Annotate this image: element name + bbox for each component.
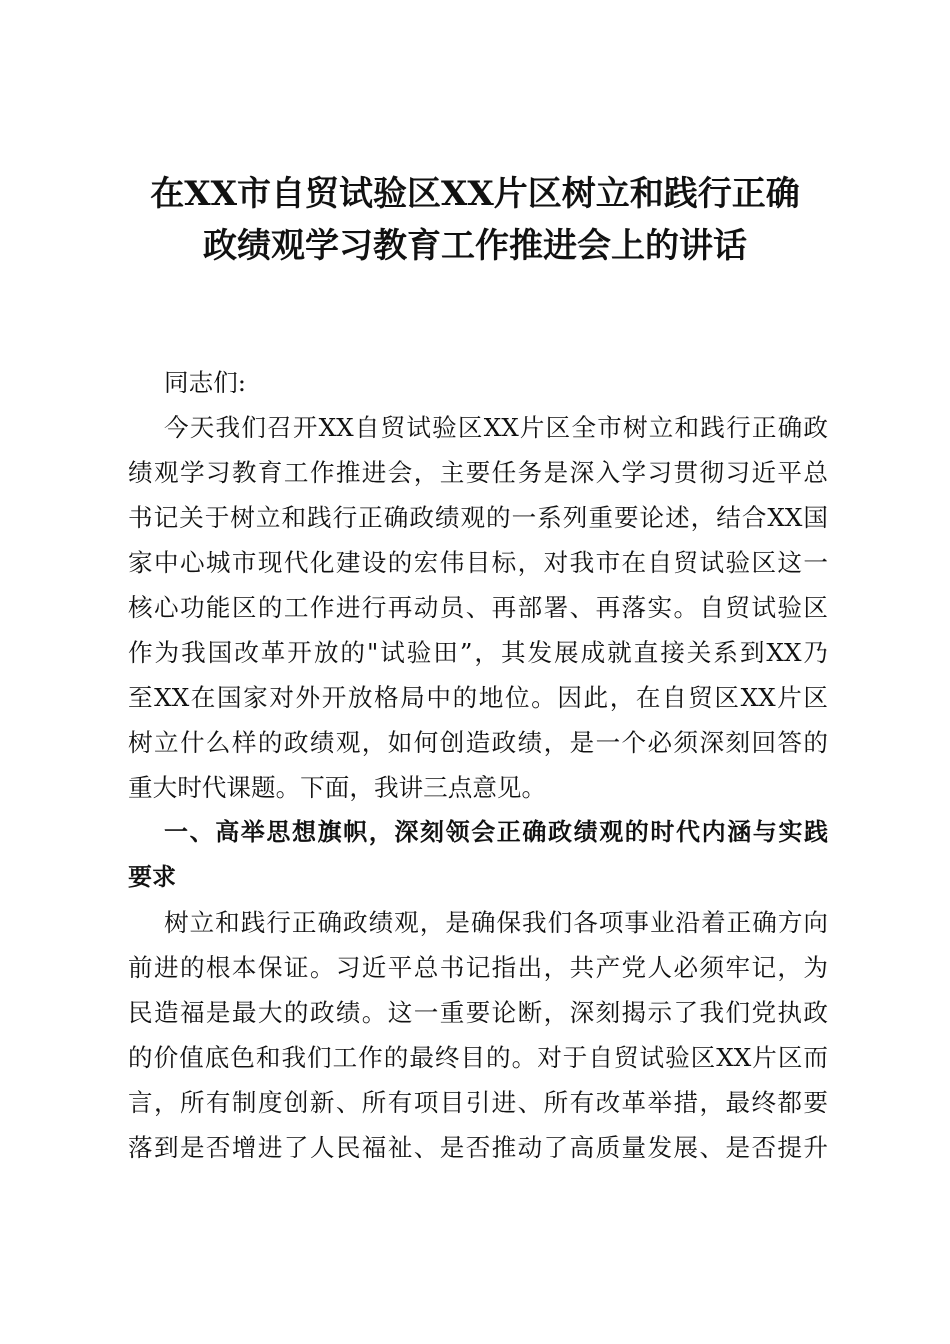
section-heading-1: [128, 810, 828, 900]
title-line-2: 政绩观学习教育工作推进会上的讲话: [203, 226, 747, 266]
paragraph-line: 树立和践行正确政绩观，是确保我们各项事业沿着正确方向: [164, 908, 828, 937]
paragraph-line: 落到是否增进了人民福祉、是否推动了高质量发展、是否提升: [128, 1133, 828, 1162]
paragraph-line: 树立什么样的政绩观，如何创造政绩，是一个必须深刻回答的: [128, 728, 828, 757]
paragraph-line: 民造福是最大的政绩。这一重要论断，深刻揭示了我们党执政: [128, 998, 828, 1027]
paragraph-line: 作为我国改革开放的"试验田”，其发展成就直接关系到XX乃: [128, 638, 828, 667]
paragraph-1: [128, 405, 828, 810]
salutation: 同志们:: [164, 368, 247, 397]
title-line-1: 在XX市自贸试验区XX片区树立和践行正确: [150, 174, 800, 214]
paragraph-line: 核心功能区的工作进行再动员、再部署、再落实。自贸试验区: [128, 593, 828, 622]
paragraph-line: 今天我们召开XX自贸试验区XX片区全市树立和践行正确政: [164, 413, 828, 442]
paragraph-line: 绩观学习教育工作推进会，主要任务是深入学习贯彻习近平总: [128, 458, 828, 487]
paragraph-line: 前进的根本保证。习近平总书记指出，共产党人必须牢记，为: [128, 953, 828, 982]
document-title: [110, 168, 840, 272]
paragraph-line: 的价值底色和我们工作的最终目的。对于自贸试验区XX片区而: [128, 1043, 828, 1072]
heading-line: 要求: [128, 863, 176, 891]
paragraph-line: 家中心城市现代化建设的宏伟目标，对我市在自贸试验区这一: [128, 548, 828, 577]
paragraph-line: 至XX在国家对外开放格局中的地位。因此，在自贸区XX片区: [128, 683, 828, 712]
paragraph-2: [128, 900, 828, 1170]
paragraph-line: 书记关于树立和践行正确政绩观的一系列重要论述，结合XX国: [128, 503, 828, 532]
heading-line: 一、高举思想旗帜，深刻领会正确政绩观的时代内涵与实践: [164, 818, 828, 846]
document-body: [128, 360, 828, 1170]
paragraph-line: 重大时代课题。下面，我讲三点意见。: [128, 773, 547, 802]
paragraph-line: 言，所有制度创新、所有项目引进、所有改革举措，最终都要: [128, 1088, 828, 1117]
